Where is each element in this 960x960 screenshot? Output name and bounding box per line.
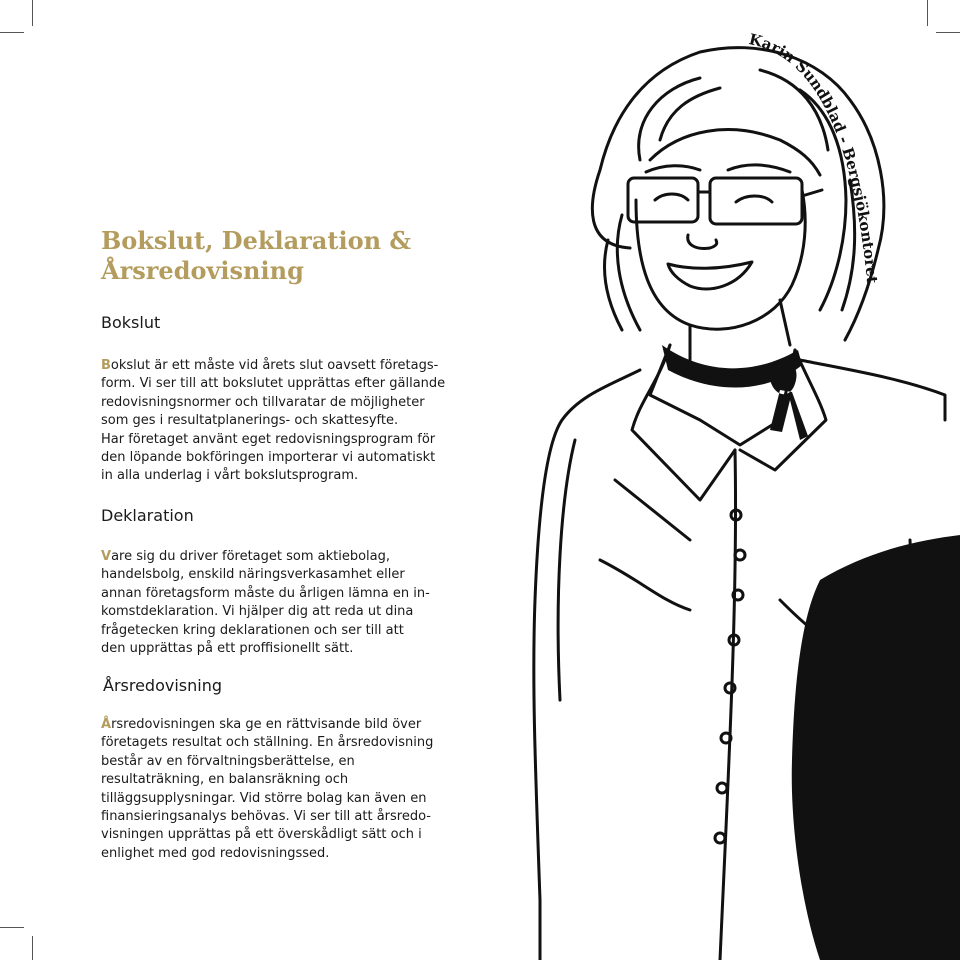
body-line: tilläggsupplysningar. Vid större bolag kan även en [101,790,427,806]
section-bokslut [101,313,461,486]
shirt-sleeve-left [558,440,575,700]
body-line: den upprättas på ett proffisionellt sätt. [101,641,354,657]
body-line: frågetecken kring deklarationen och ser till att [101,622,404,638]
nose [688,235,717,248]
shirt-button [721,733,731,743]
second-person-silhouette [792,535,960,960]
hair-outline [592,48,883,340]
section-body [101,357,461,486]
section-arsredovisning [101,676,461,863]
crop-mark-top-left-h [0,32,24,33]
body-line: företagets resultat och ställning. En årsredovisning [101,735,434,751]
crop-mark-bottom-left [32,936,33,960]
body-line: enlighet med god redovisningssed. [101,845,330,861]
hair-right-strands [760,70,855,310]
section-heading: Bokslut [101,313,161,332]
shirt-button [717,783,727,793]
body-line: are sig du driver företaget som aktiebolag, [111,549,391,564]
section-body [101,716,461,863]
drop-cap: B [101,358,111,373]
section-heading: Årsredovisning [103,676,223,695]
right-eyebrow [728,165,790,172]
body-line: visningen upprättas på ett överskådligt sätt och i [101,827,422,843]
portrait-svg [520,0,960,960]
crop-mark-bottom-left-h [0,927,24,928]
mouth [668,262,752,289]
body-line: in alla underlag i vårt bokslutsprogram. [101,468,359,484]
body-line: annan företagsform måste du årligen lämna en in- [101,585,430,601]
crop-mark-top-left [32,0,33,26]
page-title [101,226,521,286]
body-line: finansieringsanalys behövas. Vi ser till att årsredo- [101,809,431,825]
portrait-caption [747,30,881,284]
body-line: redovisningsnormer och tillvaratar de möjligheter [101,394,425,410]
body-line: okslut är ett måste vid årets slut oavsett företags- [110,358,439,373]
shirt-button [725,683,735,693]
section-deklaration [101,506,461,658]
body-line: rsredovisningen ska ge en rättvisande bild över [111,717,422,732]
portrait-illustration [520,0,960,960]
body-line: resultaträkning, en balansräkning och [101,772,349,788]
scarf-knot [770,361,808,440]
shirt-button [715,833,725,843]
page-title-line-1: Bokslut, Deklaration & [101,226,412,255]
left-eye [655,194,688,200]
face-outline [636,190,805,329]
page-title-line-2: Årsredovisning [101,256,304,285]
body-line: Har företaget använt eget redovisningsprogram för [101,431,436,447]
body-line: som ges i resultatplanerings- och skattesyfte. [101,413,399,429]
body-line: handelsbolg, enskild näringsverkasamhet eller [101,567,405,583]
drop-cap: Å [101,717,112,732]
shirt-placket [720,450,736,960]
drop-cap: V [101,549,112,564]
body-line: består av en förvaltningsberättelse, en [101,753,355,769]
body-line: form. Vi ser till att bokslutet upprättas efter gällande [101,376,446,392]
left-eyebrow [646,166,700,172]
body-line: komstdeklaration. Vi hjälper dig att reda ut dina [101,604,414,620]
glasses-right-lens [710,178,802,224]
shirt-left [534,370,640,960]
shirt-button [733,590,743,600]
portrait-caption-path: Karin Sundblad - Bergsjökontoret [747,30,882,285]
right-eye [736,196,772,202]
section-heading: Deklaration [101,506,194,525]
shirt-button [735,550,745,560]
body-line: den löpande bokföringen importerar vi automatiskt [101,450,436,466]
section-body [101,548,461,658]
